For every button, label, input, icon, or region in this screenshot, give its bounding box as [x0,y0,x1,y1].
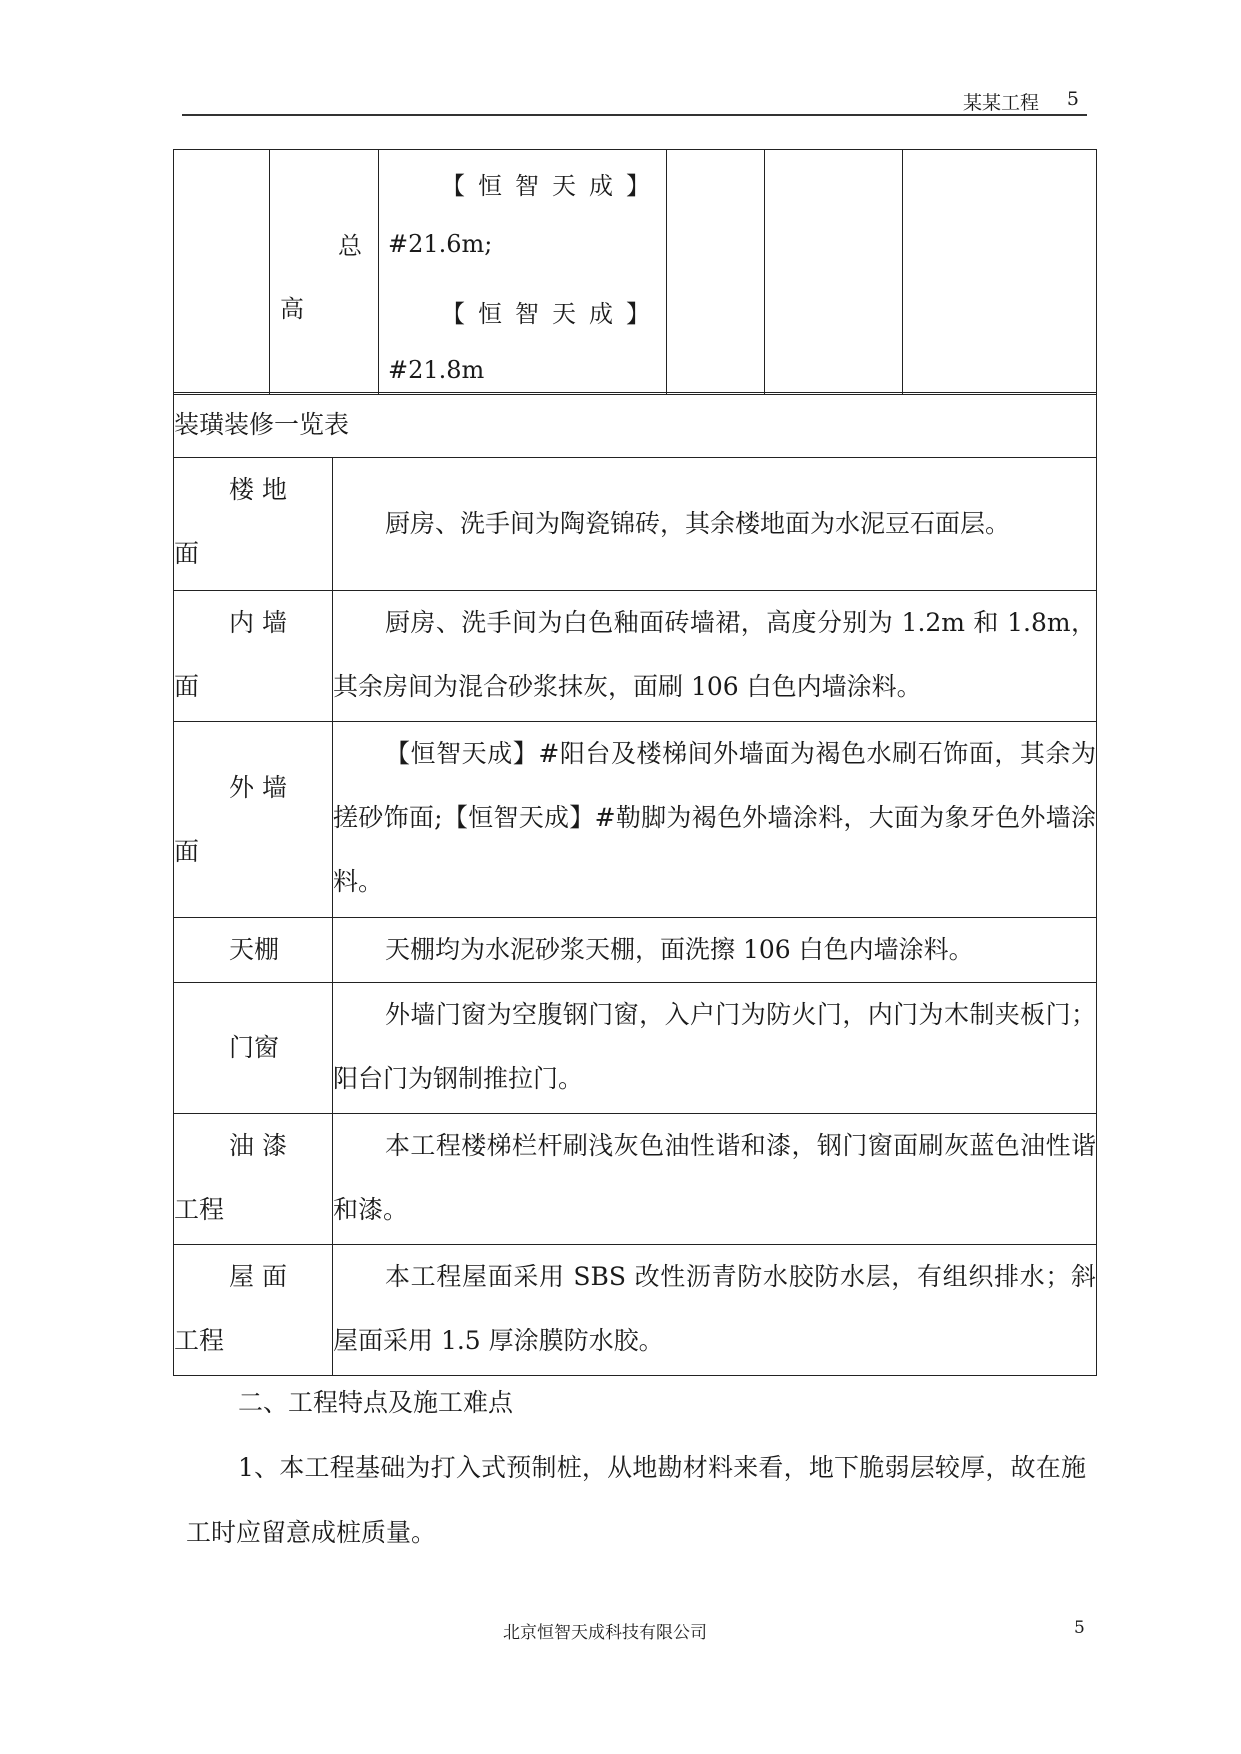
page-header [182,84,1087,116]
row-label-doors-windows-line-1: 门窗 [229,1033,280,1062]
height-table [173,149,1097,395]
height-label-2: 高 [280,295,304,323]
row-label-ceiling-line-1: 天棚 [229,935,280,964]
body-paragraph-block [186,1435,1086,1565]
height-empty-cell-3 [765,150,903,395]
row-content-interior-wall [333,591,1097,722]
row-content-ceiling [333,918,1097,983]
row-label-doors-windows [174,983,333,1114]
row-content-doors-windows [333,983,1097,1114]
row-label-floor-line-2: 面 [174,539,200,568]
height-value-line-3: 【恒智天成】 [441,300,663,328]
height-empty-cell-4 [903,150,1097,395]
row-label-interior-wall-line-1: 内 墙 [229,608,287,637]
row-content-exterior-wall [333,722,1097,918]
height-label-cell [270,150,379,395]
row-content-doors-windows-text: 外墙门窗为空腹钢门窗，入户门为防火门，内门为木制夹板门；阳台门为钢制推拉门。 [333,1000,1097,1093]
row-content-painting [333,1114,1097,1245]
row-label-painting [174,1114,333,1245]
section-heading: 二、工程特点及施工难点 [238,1388,514,1417]
height-value-line-4: #21.8m [388,356,485,384]
row-label-roofing [174,1245,333,1376]
row-label-painting-line-1: 油 漆 [229,1131,287,1160]
row-content-ceiling-text: 天棚均为水泥砂浆天棚，面洗擦 106 白色内墙涂料。 [385,935,974,964]
row-label-roofing-line-1: 屋 面 [229,1262,287,1291]
height-value-cell [379,150,667,395]
row-label-floor-line-1: 楼 地 [229,475,287,504]
height-value-line-1: 【恒智天成】 [441,172,663,200]
row-label-exterior-wall [174,722,333,918]
row-label-floor [174,458,333,591]
row-label-interior-wall [174,591,333,722]
row-label-roofing-line-2: 工程 [174,1326,225,1355]
row-label-exterior-wall-line-1: 外 墙 [229,772,287,802]
height-label-1: 总 [338,232,362,260]
footer-page-number: 5 [1074,1618,1085,1638]
row-label-interior-wall-line-2: 面 [174,672,200,701]
footer-company: 北京恒智天成科技有限公司 [503,1623,707,1643]
row-content-exterior-wall-text: 【恒智天成】#阳台及楼梯间外墙面为褐色水刷石饰面，其余为搓砂饰面;【恒智天成】#勒脚为褐色外墙涂料，大面为象牙色外墙涂料。 [333,739,1097,896]
height-empty-cell-1 [174,150,270,395]
row-label-painting-line-2: 工程 [174,1195,225,1224]
row-content-interior-wall-text: 厨房、洗手间为白色釉面砖墙裙，高度分别为 1.2m 和 1.8m，其余房间为混合砂浆抹灰，面刷 106 白色内墙涂料。 [333,608,1097,701]
finish-table [173,392,1097,1376]
row-content-floor-text: 厨房、洗手间为陶瓷锦砖，其余楼地面为水泥豆石面层。 [385,509,1011,538]
height-empty-cell-2 [667,150,765,395]
body-paragraph-1: 1、本工程基础为打入式预制桩，从地勘材料来看，地下脆弱层较厚，故在施工时应留意成桩质量。 [186,1453,1086,1547]
row-content-painting-text: 本工程楼梯栏杆刷浅灰色油性谐和漆，钢门窗面刷灰蓝色油性谐和漆。 [333,1131,1097,1224]
row-label-ceiling [174,918,333,983]
row-content-floor [333,458,1097,591]
section-heading-block [186,1370,1086,1435]
row-content-roofing [333,1245,1097,1376]
header-page-number: 5 [1066,88,1079,110]
row-content-roofing-text: 本工程屋面采用 SBS 改性沥青防水胶防水层，有组织排水；斜屋面采用 1.5 厚涂膜防水胶。 [333,1262,1097,1355]
row-label-exterior-wall-line-2: 面 [174,836,200,866]
height-value-line-2: #21.6m; [388,230,493,258]
header-title: 某某工程 [962,92,1039,114]
finish-table-title: 装璜装修一览表 [174,393,1097,458]
